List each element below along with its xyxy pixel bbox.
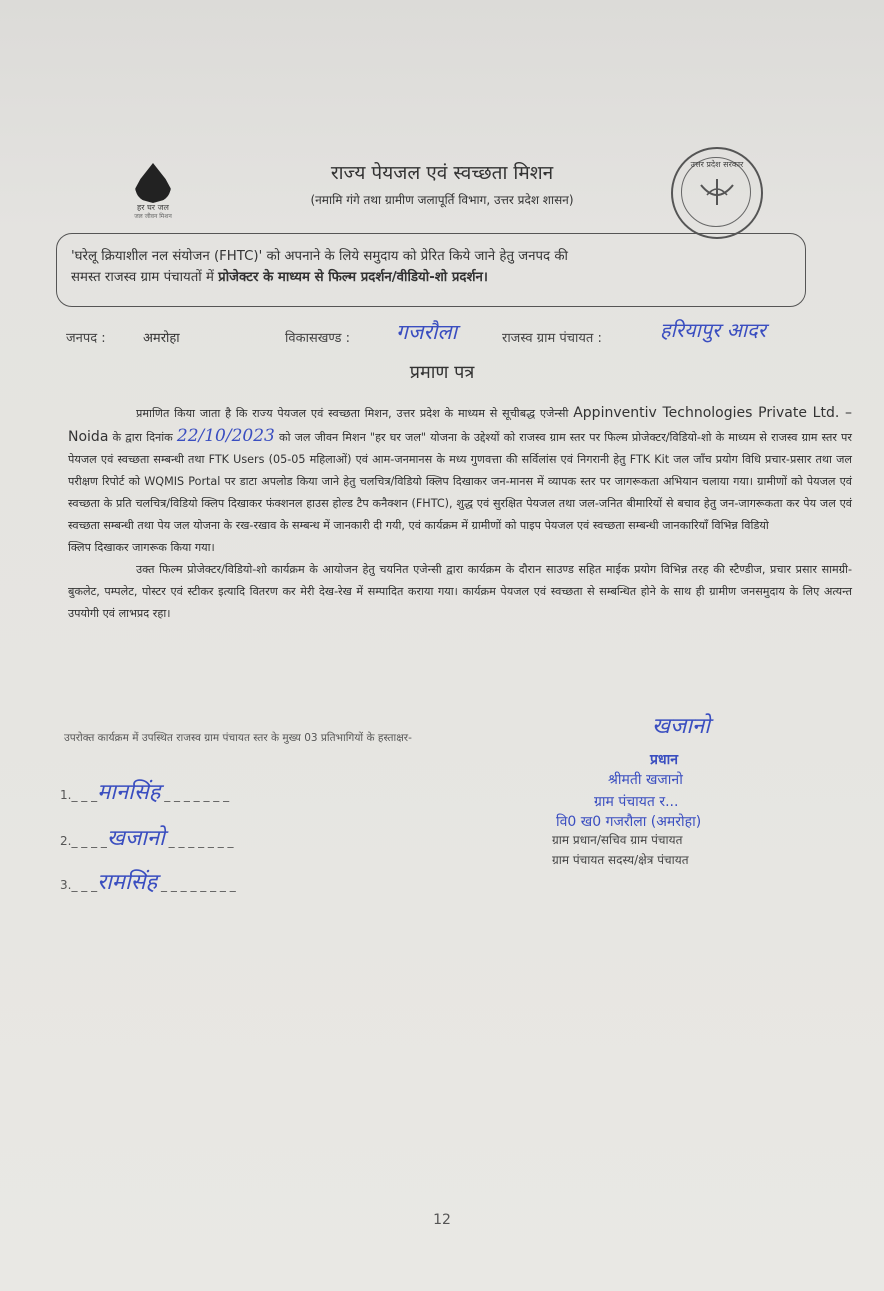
- page-number: 12: [433, 1212, 451, 1228]
- stamp-line-4: वि0 ख0 गजरौला (अमरोहा): [556, 814, 702, 830]
- logo-caption: हर घर जल: [137, 203, 169, 212]
- role-line-1: ग्राम प्रधान/सचिव ग्राम पंचायत: [552, 833, 683, 847]
- participant-signature-1: मानसिंह: [97, 780, 161, 805]
- stamp-line-2: श्रीमती खजानो: [608, 772, 683, 788]
- participants-label: उपरोक्त कार्यक्रम में उपस्थित राजस्व ग्राम पंचायत स्तर के मुख्य 03 प्रतिभागियों के हस्ताक्षर-: [64, 732, 412, 744]
- role-line-2: ग्राम पंचायत सदस्य/क्षेत्र पंचायत: [552, 853, 689, 867]
- certificate-body: [68, 402, 852, 625]
- stamp-line-1: प्रधान: [650, 752, 678, 768]
- page-title: राज्य पेयजल एवं स्वच्छता मिशन: [330, 162, 554, 184]
- block-label: विकासखण्ड :: [285, 331, 351, 346]
- district-label: जनपद :: [66, 331, 106, 346]
- participant-signature-2: खजानो: [106, 826, 165, 851]
- participant-row-1: 1._ _ _मानसिंह _ _ _ _ _ _ _: [60, 780, 230, 805]
- program-date: 22/10/2023: [176, 426, 275, 446]
- body-paragraph-1: प्रमाणित किया जाता है कि राज्य पेयजल एवं स्वच्छता मिशन, उत्तर प्रदेश के माध्यम से सूचीबद्ध एजेन्सी Appinventiv Technologies Private Ltd. – Noida के द्वारा दिनांक 22/10/2023 को जल जीवन मिशन "हर घर जल" योजना के उद्देश्यों को राजस्व ग्राम स्तर पर फिल्म प्रोजेक्टर/विडियो-शो के माध्यम से राजस्व ग्राम स्तर पर पेयजल एवं स्वच्छता सम्बन्धी तथा FTK Users (05-05 महिलाओं) एवं आम-जनमानस के मध्य गुणवत्ता की सर्विलांस एवं निगरानी हेतु FTK Kit जल जाँच प्रयोग विधि प्रचार-प्रसार तथा जल परीक्षण रिपोर्ट को WQMIS Portal पर डाटा अपलोड किया जाने हेतु चलचित्र/विडियो क्लिप दिखाकर जन-मानस में व्यापक स्तर पर जागरूकता अभियान चलाया गया। ग्रामीणों को पेयजल एवं स्वच्छता के प्रति चलचित्र/विडियो क्लिप दिखाकर फंक्शनल हाउस होल्ड टैप कनैक्शन (FHTC), शुद्ध एवं सुरक्षित पेयजल तथा जल-जनित बीमारियों से बचाव हेतु जन-जागरूकता कर पेय जल एवं स्वच्छता सम्बन्धी तथा पेय जल योजना के रख-रखाव के सम्बन्ध में जानकारी दी गयी, एवं कार्यक्रम में ग्रामीणों को पाइप पेयजल एवं स्वच्छता सम्बन्धी जानकारियाँ विभिन्न विडियो: [68, 405, 852, 532]
- pradhan-roles: [552, 830, 689, 870]
- pradhan-signature: खजानो: [652, 714, 710, 739]
- banner-bold-text: प्रोजेक्टर के माध्यम से फिल्म प्रदर्शन/वीडियो-शो प्रदर्शन।: [218, 270, 488, 285]
- up-government-emblem-icon: [671, 147, 763, 239]
- stamp-line-3: ग्राम पंचायत र...: [594, 794, 679, 810]
- participant-row-3: 3._ _ _रामसिंह _ _ _ _ _ _ _ _: [60, 870, 236, 895]
- district-value: अमरोहा: [143, 331, 180, 346]
- block-value: गजरौला: [396, 320, 458, 344]
- body-paragraph-2: उक्त फिल्म प्रोजेक्टर/विडियो-शो कार्यक्रम के आयोजन हेतु चयनित एजेन्सी द्वारा कार्यक्रम के दौरान साउण्ड सहित माईक प्रयोग विभिन्न तरह की स्टैण्डीज, प्रचार प्रसार सामग्री-बुकलेट, पम्पलेट, पोस्टर एवं स्टीकर इत्यादि वितरण कर मेरी देख-रेख में सम्पादित कराया गया। कार्यक्रम पेयजल एवं स्वच्छता से सम्बन्धित होने के साथ ही ग्रामीण जनसमुदाय के लिए अत्यन्त उपयोगी एवं लाभप्रद रहा।: [68, 563, 852, 620]
- village-label: राजस्व ग्राम पंचायत :: [502, 331, 602, 346]
- body-paragraph-1-end: क्लिप दिखाकर जागरूक किया गया।: [68, 541, 215, 554]
- participant-signature-3: रामसिंह: [97, 870, 158, 895]
- emblem-text: उत्तर प्रदेश सरकार: [690, 160, 744, 169]
- banner-line-1: 'घरेलू क्रियाशील नल संयोजन (FHTC)' को अपनाने के लिये समुदाय को प्रेरित किये जाने हेतु जनपद की: [71, 249, 569, 264]
- subject-banner: [56, 233, 806, 307]
- agency-name: Appinventiv Technologies Private Ltd. – Noida: [68, 405, 852, 445]
- page-subtitle: (नमामि गंगे तथा ग्रामीण जलापूर्ति विभाग, उत्तर प्रदेश शासन): [310, 193, 574, 207]
- logo-caption-2: जल जीवन मिशन: [134, 213, 172, 220]
- banner-line-2: समस्त राजस्व ग्राम पंचायतों में प्रोजेक्टर के माध्यम से फिल्म प्रदर्शन/वीडियो-शो प्रदर्शन।: [71, 270, 488, 285]
- participant-row-2: 2._ _ _ _खजानो _ _ _ _ _ _ _: [60, 826, 234, 851]
- certificate-title: प्रमाण पत्र: [409, 362, 475, 383]
- village-value: हरियापुर आदर: [660, 318, 766, 342]
